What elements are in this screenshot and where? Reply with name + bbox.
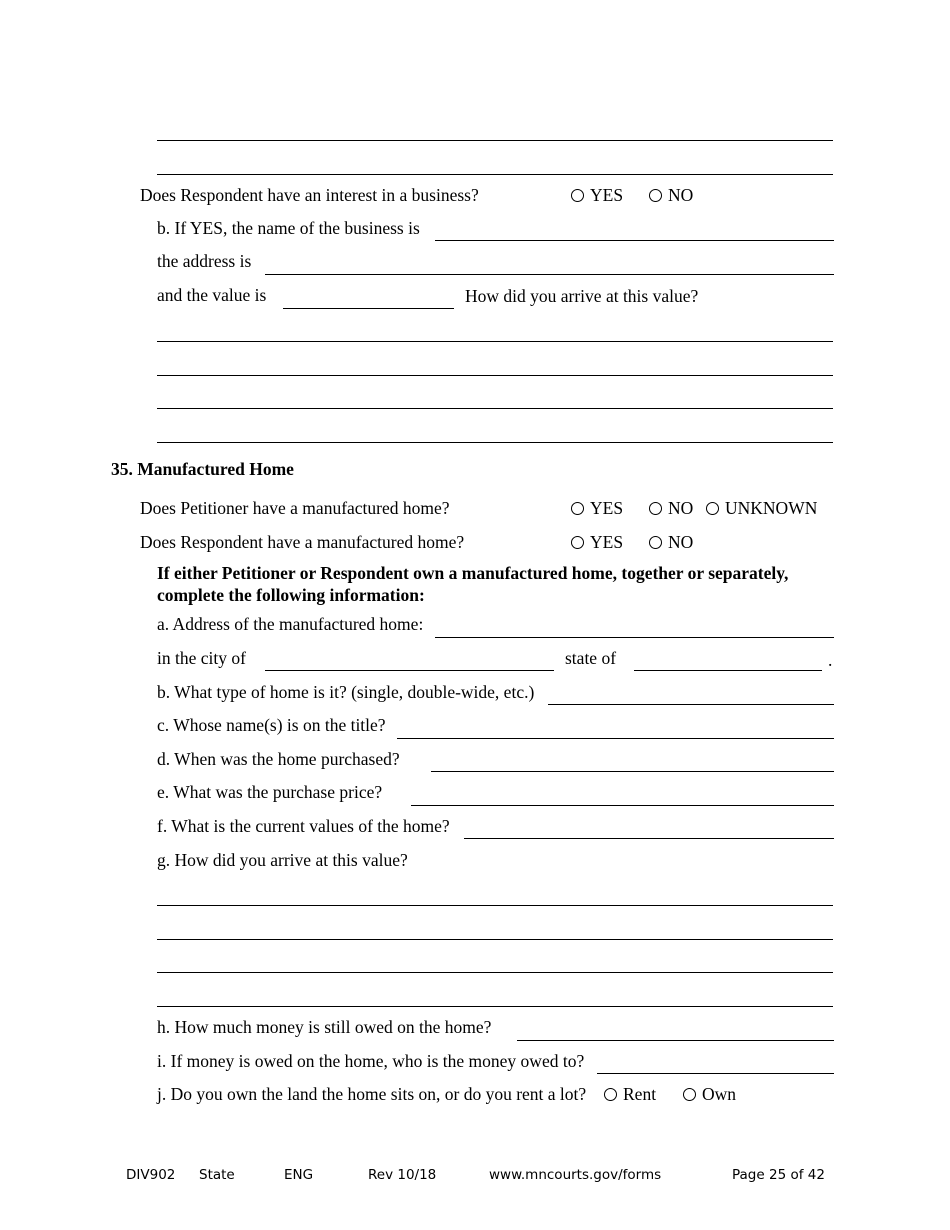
business-value-field[interactable] bbox=[283, 308, 454, 309]
title-names-field[interactable] bbox=[397, 738, 834, 739]
footer-page-number: Page 25 of 42 bbox=[732, 1167, 825, 1183]
respondent-yes-option[interactable]: YES bbox=[571, 532, 623, 552]
answer-line[interactable] bbox=[157, 442, 833, 443]
money-owed-field[interactable] bbox=[517, 1040, 834, 1041]
radio-circle-icon[interactable] bbox=[604, 1088, 617, 1101]
footer-url: www.mncourts.gov/forms bbox=[489, 1167, 662, 1183]
instruction-text: If either Petitioner or Respondent own a manufactured home, together or separately, complete the following information: bbox=[157, 563, 789, 605]
footer-jurisdiction: State bbox=[199, 1167, 235, 1183]
state-field[interactable] bbox=[634, 670, 822, 671]
radio-circle-icon[interactable] bbox=[649, 502, 662, 515]
answer-line[interactable] bbox=[157, 408, 833, 409]
radio-circle-icon[interactable] bbox=[649, 536, 662, 549]
current-value-field[interactable] bbox=[464, 838, 834, 839]
business-how-label: How did you arrive at this value? bbox=[465, 286, 699, 306]
petitioner-unknown-option[interactable]: UNKNOWN bbox=[706, 498, 817, 518]
rent-option[interactable]: Rent bbox=[604, 1084, 656, 1104]
radio-circle-icon[interactable] bbox=[571, 189, 584, 202]
answer-line[interactable] bbox=[157, 375, 833, 376]
answer-line[interactable] bbox=[157, 1006, 833, 1007]
radio-circle-icon[interactable] bbox=[571, 536, 584, 549]
business-yes-option[interactable]: YES bbox=[571, 185, 623, 205]
current-value-label: f. What is the current values of the home? bbox=[157, 816, 450, 836]
petitioner-yes-option[interactable]: YES bbox=[571, 498, 623, 518]
purchase-date-label: d. When was the home purchased? bbox=[157, 749, 400, 769]
footer-language: ENG bbox=[284, 1167, 314, 1183]
owed-to-field[interactable] bbox=[597, 1073, 834, 1074]
owed-to-label: i. If money is owed on the home, who is the money owed to? bbox=[157, 1051, 585, 1071]
city-label: in the city of bbox=[157, 648, 246, 668]
city-field[interactable] bbox=[265, 670, 554, 671]
purchase-date-field[interactable] bbox=[431, 771, 834, 772]
own-option[interactable]: Own bbox=[683, 1084, 736, 1104]
answer-line[interactable] bbox=[157, 174, 833, 175]
business-name-field[interactable] bbox=[435, 240, 834, 241]
period: . bbox=[828, 650, 833, 670]
radio-circle-icon[interactable] bbox=[683, 1088, 696, 1101]
state-label: state of bbox=[565, 648, 617, 668]
answer-line[interactable] bbox=[157, 341, 833, 342]
answer-line[interactable] bbox=[157, 939, 833, 940]
home-type-label: b. What type of home is it? (single, double-wide, etc.) bbox=[157, 682, 535, 702]
business-name-label: b. If YES, the name of the business is bbox=[157, 218, 420, 238]
title-names-label: c. Whose name(s) is on the title? bbox=[157, 715, 386, 735]
business-no-option[interactable]: NO bbox=[649, 185, 693, 205]
respondent-no-option[interactable]: NO bbox=[649, 532, 693, 552]
land-question: j. Do you own the land the home sits on, or do you rent a lot? bbox=[157, 1084, 587, 1104]
value-method-label: g. How did you arrive at this value? bbox=[157, 850, 408, 870]
business-question: Does Respondent have an interest in a business? bbox=[140, 185, 479, 205]
footer-form-id: DIV902 bbox=[126, 1167, 176, 1183]
footer-revision: Rev 10/18 bbox=[368, 1167, 437, 1183]
purchase-price-field[interactable] bbox=[411, 805, 834, 806]
radio-circle-icon[interactable] bbox=[571, 502, 584, 515]
business-address-field[interactable] bbox=[265, 274, 834, 275]
business-value-label: and the value is bbox=[157, 285, 267, 305]
answer-line[interactable] bbox=[157, 140, 833, 141]
purchase-price-label: e. What was the purchase price? bbox=[157, 782, 383, 802]
section-heading: 35. Manufactured Home bbox=[111, 459, 294, 479]
respondent-question: Does Respondent have a manufactured home? bbox=[140, 532, 465, 552]
petitioner-no-option[interactable]: NO bbox=[649, 498, 693, 518]
radio-circle-icon[interactable] bbox=[706, 502, 719, 515]
answer-line[interactable] bbox=[157, 972, 833, 973]
radio-circle-icon[interactable] bbox=[649, 189, 662, 202]
home-address-label: a. Address of the manufactured home: bbox=[157, 614, 424, 634]
petitioner-question: Does Petitioner have a manufactured home? bbox=[140, 498, 450, 518]
home-type-field[interactable] bbox=[548, 704, 834, 705]
answer-line[interactable] bbox=[157, 905, 833, 906]
home-address-field[interactable] bbox=[435, 637, 834, 638]
money-owed-label: h. How much money is still owed on the home? bbox=[157, 1017, 492, 1037]
business-address-label: the address is bbox=[157, 251, 252, 271]
